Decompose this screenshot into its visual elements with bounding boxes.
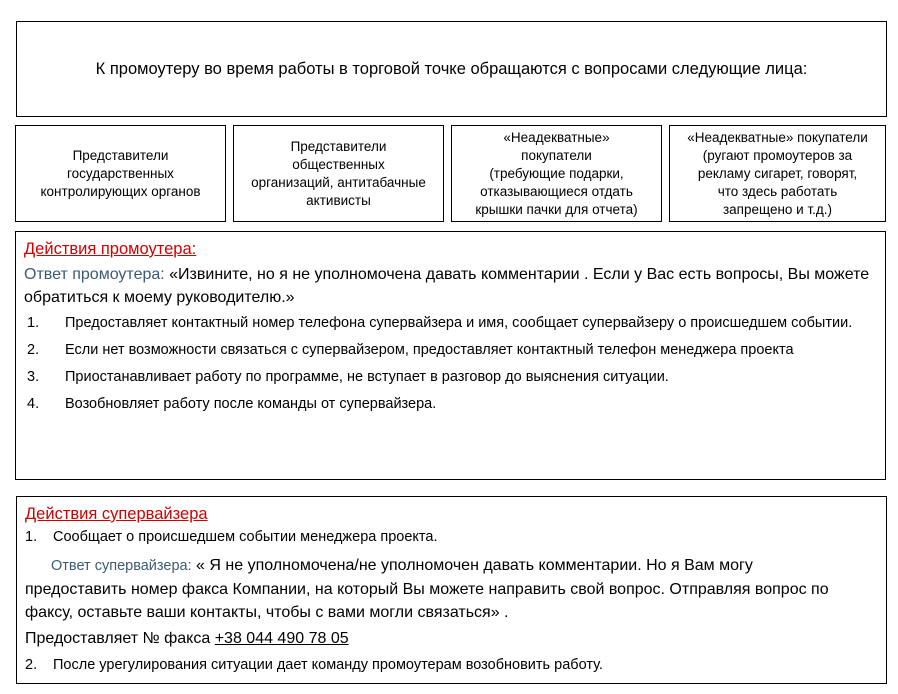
list-item-number: 2.: [25, 657, 38, 673]
category-box-public-orgs: [233, 125, 444, 222]
supervisor-response-label: Ответ супервайзера:: [51, 558, 192, 574]
list-item-text: Сообщает о происшедшем событии менеджера проекта.: [53, 529, 438, 545]
category-box-inadequate-buyers-scolding: [669, 125, 886, 222]
list-item: [24, 366, 885, 388]
list-item-number: 2.: [27, 342, 40, 358]
intro-box: [16, 21, 887, 117]
list-item-text: Возобновляет работу после команды от супервайзера.: [65, 396, 437, 412]
list-item-text: Предоставляет контактный номер телефона супервайзера и имя, сообщает супервайзеру о происшедшем событии.: [65, 315, 853, 331]
list-item: [24, 312, 885, 334]
fax-number-link[interactable]: +38 044 490 78 05: [214, 630, 349, 647]
category-text: Представители общественных организаций, антитабачные активисты: [251, 138, 426, 208]
fax-prefix: Предоставляет № факса: [25, 630, 215, 647]
list-item-number: 4.: [27, 396, 40, 412]
category-text: «Неадекватные» покупатели (требующие подарки, отказывающиеся отдать крышки пачки для отчета): [475, 129, 638, 217]
supervisor-actions-title: Действия супервайзера: [25, 505, 208, 523]
category-text: «Неадекватные» покупатели (ругают промоутеров за рекламу сигарет, говорят, что здесь работать запрещено и т.д.): [687, 129, 868, 217]
supervisor-response-text: « Я не уполномочена/не уполномочен давать комментарии. Но я Вам могу предоставить номер факса Компании, на который Вы можете направить свой вопрос. Отправляя вопрос по факсу, оставьте ваши контакты, чтобы с вами могли связаться» .: [25, 557, 829, 621]
category-text: Представители государственных контролирующих органов: [40, 147, 201, 199]
promoter-actions-box: [15, 231, 886, 480]
promoter-response-label: Ответ промоутера:: [24, 266, 165, 283]
supervisor-response: [25, 554, 886, 624]
supervisor-actions-box: [16, 496, 887, 684]
supervisor-item-2: [25, 655, 886, 675]
list-item-text: После урегулирования ситуации дает команду промоутерам возобновить работу.: [53, 657, 603, 673]
list-item: [24, 393, 885, 415]
promoter-response: [24, 263, 885, 309]
supervisor-fax-line: [25, 627, 886, 650]
list-item-number: 3.: [27, 369, 40, 385]
category-box-state-agencies: [15, 125, 226, 222]
promoter-actions-list: [24, 312, 885, 415]
list-item-text: Если нет возможности связаться с супервайзером, предоставляет контактный телефон менеджера проекта: [65, 342, 794, 358]
supervisor-item-1: [25, 527, 886, 547]
promoter-actions-title: Действия промоутера:: [24, 240, 197, 258]
list-item: [24, 339, 885, 361]
list-item-number: 1.: [25, 529, 38, 545]
list-item-text: Приостанавливает работу по программе, не вступает в разговор до выяснения ситуации.: [65, 369, 669, 385]
category-box-inadequate-buyers-gifts: [451, 125, 662, 222]
promoter-response-text: «Извините, но я не уполномочена давать комментарии . Если у Вас есть вопросы, Вы можете обратиться к моему руководителю.»: [24, 266, 870, 306]
intro-text: К промоутеру во время работы в торговой точке обращаются с вопросами следующие лица:: [95, 59, 808, 78]
list-item-number: 1.: [27, 315, 40, 331]
